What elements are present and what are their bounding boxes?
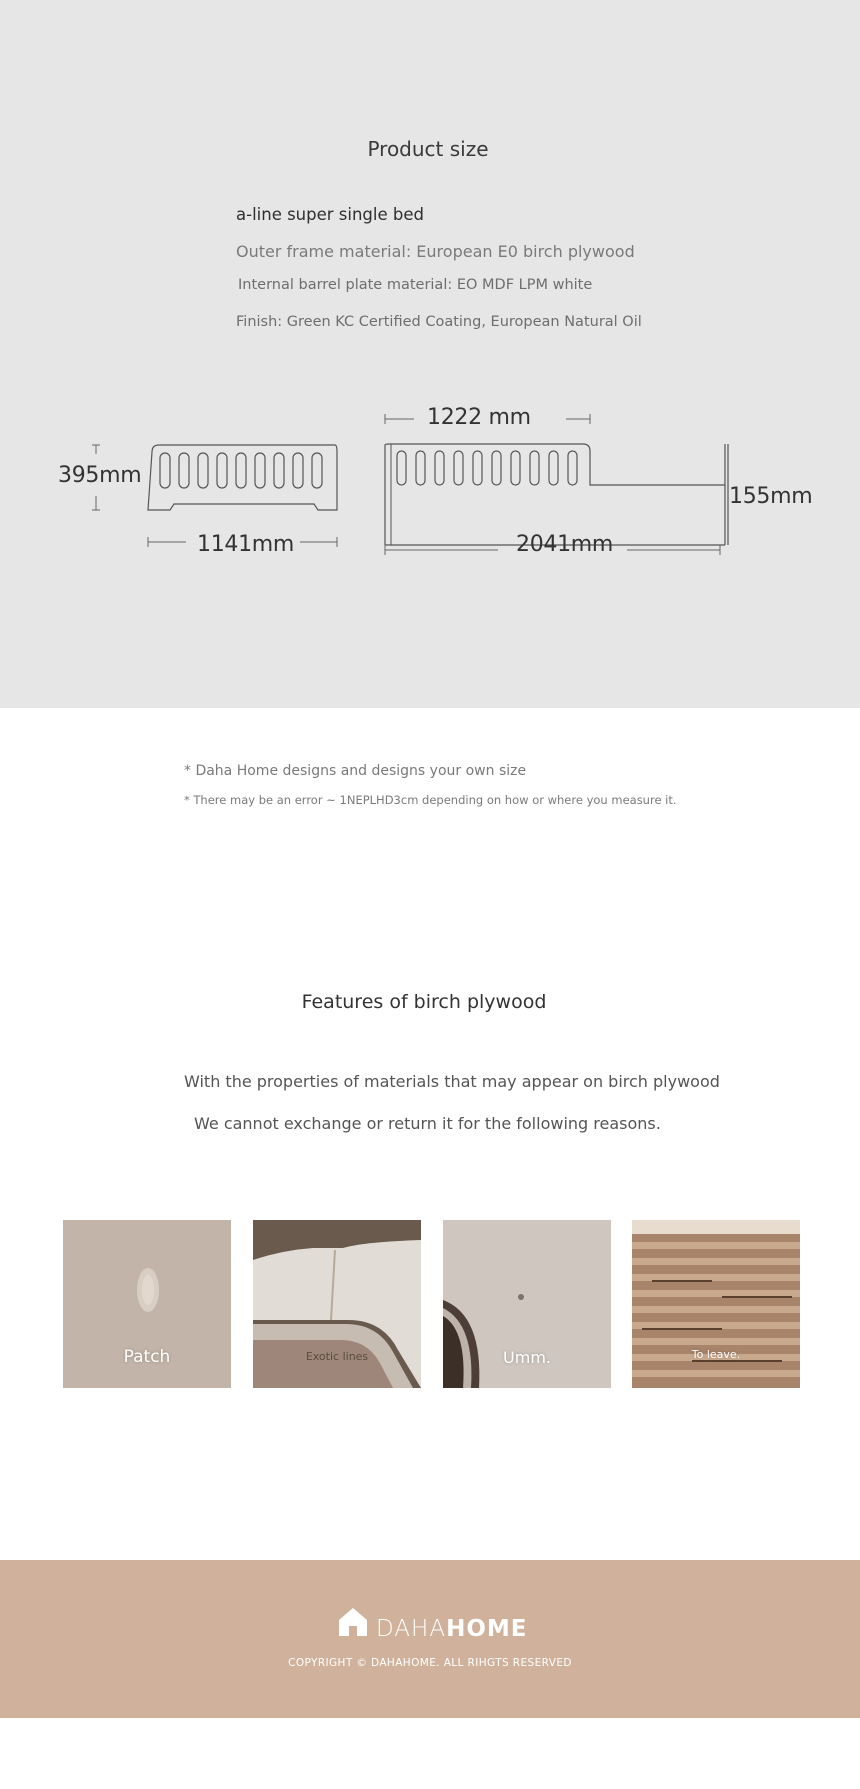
tile-umm-label: Umm. <box>503 1348 551 1367</box>
measurement-error-note: * There may be an error ~ 1NEPLHD3cm depending on how or where you measure it. <box>184 793 677 807</box>
tile-umm <box>443 1220 611 1388</box>
footer <box>0 1560 860 1718</box>
features-title: Features of birch plywood <box>301 991 547 1013</box>
tile-patch <box>63 1220 231 1388</box>
tile-exotic-lines-label: Exotic lines <box>305 1350 369 1363</box>
tile-patch-label: Patch <box>123 1347 171 1367</box>
brand-logo-bold: HOME <box>446 1616 528 1642</box>
to-leave-texture <box>632 1220 800 1388</box>
spec-finish: Finish: Green KC Certified Coating, European Natural Oil <box>236 314 642 330</box>
home-icon <box>336 1606 370 1636</box>
brand-logo <box>376 1616 527 1642</box>
tile-exotic-lines <box>253 1220 421 1388</box>
tile-to-leave <box>632 1220 800 1388</box>
product-size-section <box>0 0 860 708</box>
dimension-height-155: 155mm <box>729 484 813 509</box>
dimension-length-2041: 2041mm <box>516 532 614 557</box>
dimension-width-1222: 1222 mm <box>427 405 531 430</box>
spec-internal-plate: Internal barrel plate material: EO MDF LPM white <box>238 277 593 293</box>
features-text-1: With the properties of materials that may appear on birch plywood <box>184 1072 720 1091</box>
product-size-title: Product size <box>367 137 489 161</box>
dimension-height-395: 395mm <box>58 463 142 488</box>
spec-bed-name: a-line super single bed <box>236 205 424 224</box>
dimension-width-1141: 1141mm <box>197 532 295 557</box>
features-text-2: We cannot exchange or return it for the following reasons. <box>194 1114 661 1133</box>
brand-logo-light: DAHA <box>376 1616 447 1642</box>
size-note: * Daha Home designs and designs your own size <box>184 763 527 779</box>
spec-outer-frame: Outer frame material: European E0 birch plywood <box>236 242 635 261</box>
copyright-text: COPYRIGHT © DAHAHOME. ALL RIHGTS RESERVED <box>288 1657 572 1669</box>
tile-to-leave-label: To leave. <box>691 1348 741 1361</box>
